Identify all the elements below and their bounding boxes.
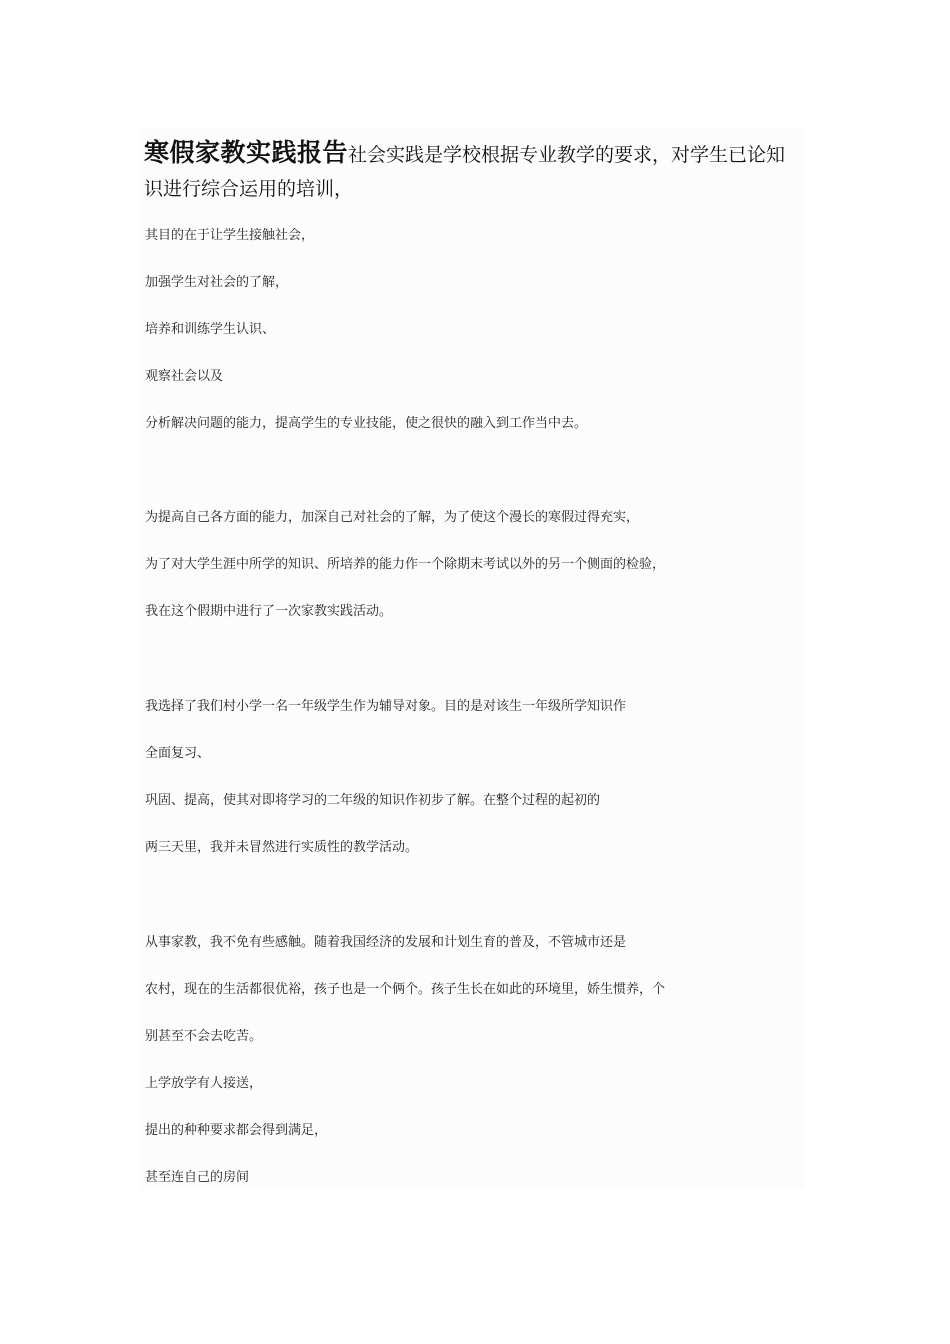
document-heading xyxy=(144,136,804,206)
text-line: 加强学生对社会的了解， xyxy=(145,275,289,290)
text-line: 别甚至不会去吃苦。 xyxy=(145,1029,263,1044)
text-line: 上学放学有人接送， xyxy=(145,1076,263,1091)
text-line: 我在这个假期中进行了一次家教实践活动。 xyxy=(145,604,393,619)
text-line: 分析解决问题的能力，提高学生的专业技能，使之很快的融入到工作当中去。 xyxy=(145,416,588,431)
text-line: 甚至连自己的房间 xyxy=(145,1170,250,1185)
text-line: 为了对大学生涯中所学的知识、所培养的能力作一个除期末考试以外的另一个侧面的检验， xyxy=(145,557,666,572)
text-line: 两三天里，我并未冒然进行实质性的教学活动。 xyxy=(145,840,419,855)
text-line: 农村，现在的生活都很优裕，孩子也是一个俩个。孩子生长在如此的环境里，娇生惯养，个 xyxy=(145,982,666,997)
text-line: 提出的种种要求都会得到满足， xyxy=(145,1123,328,1138)
text-line: 从事家教，我不免有些感触。随着我国经济的发展和计划生育的普及，不管城市还是 xyxy=(145,935,627,950)
text-line: 为提高自己各方面的能力，加深自己对社会的了解，为了使这个漫长的寒假过得充实， xyxy=(145,510,640,525)
text-line: 全面复习、 xyxy=(145,746,211,761)
document-title: 寒假家教实践报告 xyxy=(144,138,349,167)
text-line: 我选择了我们村小学一名一年级学生作为辅导对象。目的是对该生一年级所学知识作 xyxy=(145,699,627,714)
text-line: 观察社会以及 xyxy=(145,369,224,384)
document-intro: 社会实践是学校根据专业教学的要求，对学生已论知识进行综合运用的培训， xyxy=(144,144,786,200)
text-line: 培养和训练学生认识、 xyxy=(145,322,276,337)
text-line: 巩固、提高，使其对即将学习的二年级的知识作初步了解。在整个过程的起初的 xyxy=(145,793,601,808)
text-line: 其目的在于让学生接触社会， xyxy=(145,228,315,243)
